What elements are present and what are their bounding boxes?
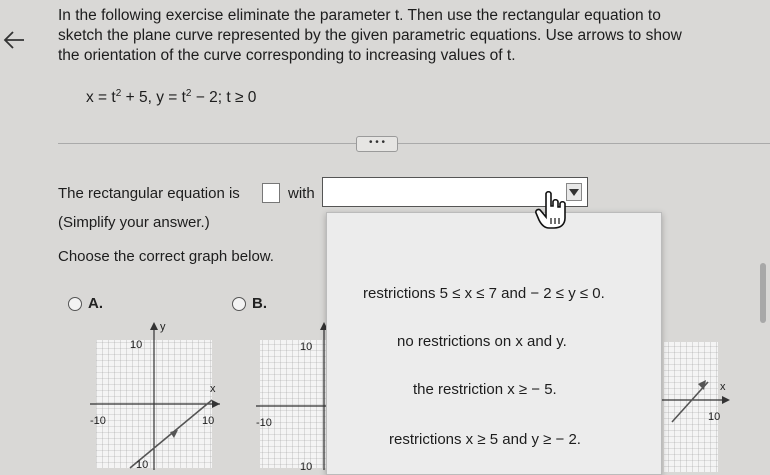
graph-c [662,340,732,473]
rectangular-equation-label: The rectangular equation is [58,185,240,202]
question-line-3: the orientation of the curve corresponding to increasing values of t. [58,47,516,64]
graph-a-left-tick: -10 [90,415,106,427]
dropdown-option-4[interactable]: restrictions x ≥ 5 and y ≥ − 2. [389,431,581,448]
section-divider [58,143,770,144]
hand-cursor-icon [534,190,570,230]
choose-graph-label: Choose the correct graph below. [58,248,274,265]
graph-a-x-label: x [210,383,216,395]
graph-a-bottom-tick: 10 [136,459,149,470]
parametric-equations: $x = t^2 + 5$, $y = t^2 - 2$; t ≥ 0 [86,88,257,107]
dropdown-option-1[interactable]: restrictions 5 ≤ x ≤ 7 and − 2 ≤ y ≤ 0. [363,285,605,302]
restriction-dropdown-list [326,212,662,475]
graph-b-left-tick: -10 [256,417,272,429]
page-scrollbar[interactable] [760,263,766,323]
question-line-2: sketch the plane curve represented by the given parametric equations. Use arrows to show [58,27,682,44]
graph-c-x-label: x [720,381,726,393]
graph-b-bottom-tick: 10 [300,461,313,470]
dropdown-option-3[interactable]: the restriction x ≥ − 5. [413,381,557,398]
graph-a-right-tick: 10 [202,415,215,427]
graph-a-top-tick: 10 [130,339,143,351]
question-line-1: In the following exercise eliminate the parameter t. Then use the rectangular equation to [58,7,661,24]
choice-a-label[interactable]: A. [88,295,103,312]
graph-a-y-label: y [160,321,166,333]
choice-b-radio[interactable] [232,297,246,311]
choice-b-label[interactable]: B. [252,295,267,312]
graph-b-top-tick: 10 [300,341,313,353]
dropdown-option-2[interactable]: no restrictions on x and y. [397,333,567,350]
graph-c-right-tick: 10 [708,411,721,423]
graph-b [256,320,328,470]
equation-answer-input[interactable] [262,183,280,203]
graph-a [90,318,222,470]
expand-more-button[interactable]: • • • [356,136,398,152]
back-arrow-icon[interactable] [2,30,26,50]
choice-a-radio[interactable] [68,297,82,311]
with-label: with [288,185,315,202]
simplify-hint: (Simplify your answer.) [58,214,210,231]
